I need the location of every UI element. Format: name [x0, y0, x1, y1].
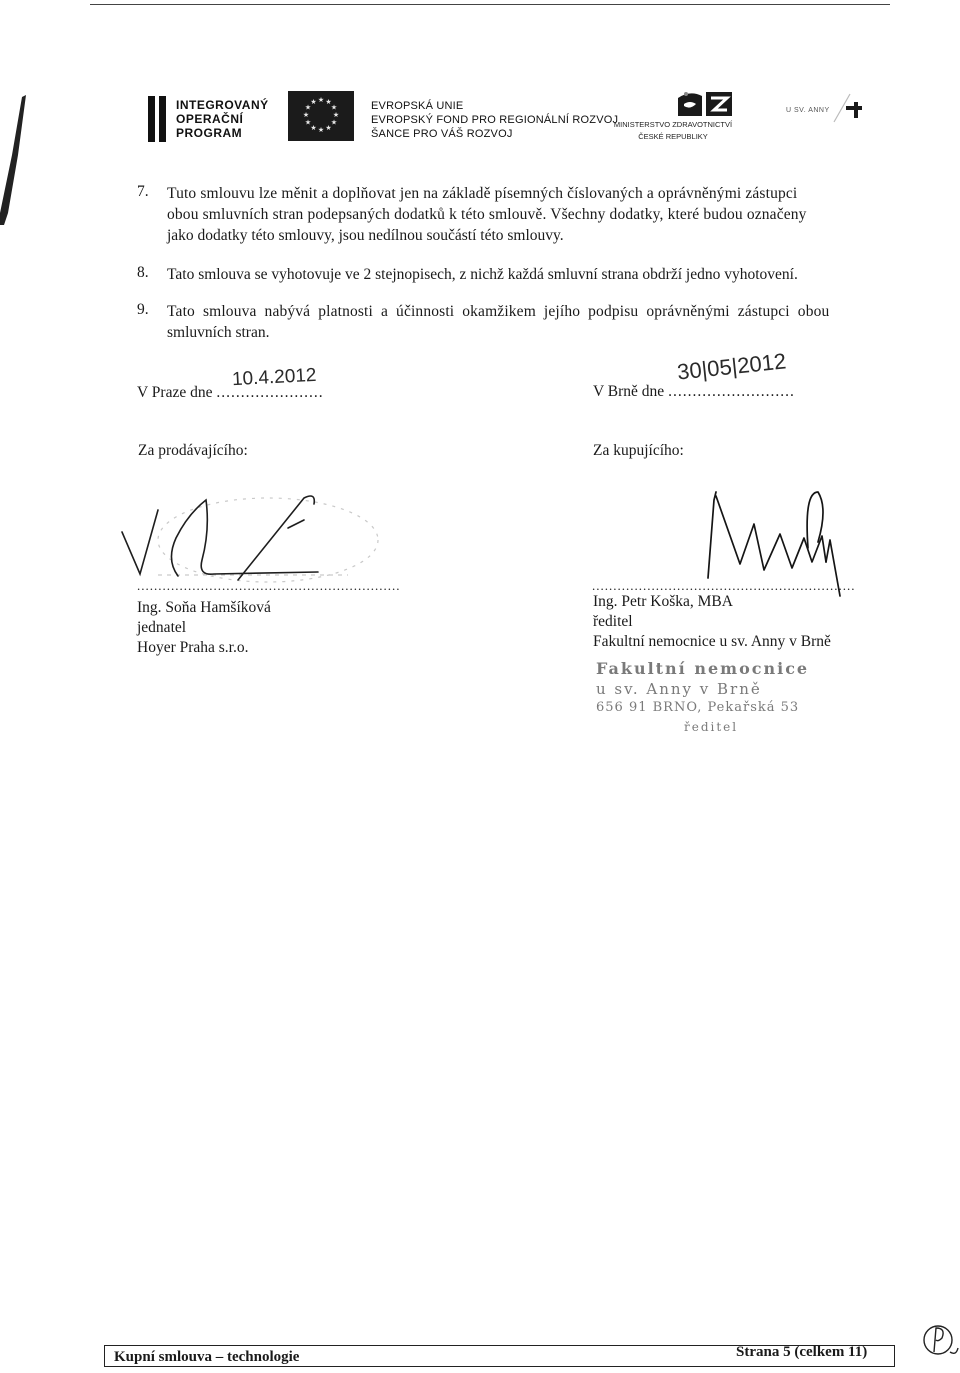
iop-line-3: PROGRAM [176, 126, 243, 140]
svg-text:★: ★ [325, 98, 332, 106]
svg-text:★: ★ [304, 118, 312, 127]
brno-date-handwritten: 30|05|2012 [675, 348, 788, 385]
buyer-signature-block [593, 592, 831, 652]
scan-edge-line [90, 4, 890, 5]
prague-date-label: V Praze dne [137, 384, 213, 401]
scan-artifact-mark [0, 95, 30, 225]
svg-text:★: ★ [332, 111, 340, 119]
svg-text:★: ★ [310, 124, 317, 132]
brno-date-dots: .......................... [668, 383, 795, 400]
page-initials-mark [920, 1318, 960, 1362]
clause-7-line-1: Tuto smlouvu lze měnit a doplňovat jen na základě písemných číslovaných a oprávněnými zástupci [167, 185, 798, 202]
buyer-company: Fakultní nemocnice u sv. Anny v Brně [593, 633, 831, 650]
clause-7-number: 7. [137, 183, 149, 200]
svg-text:★: ★ [302, 111, 310, 119]
clause-7-line-3: jako dodatky této smlouvy, jsou nedílnou součástí této smlouvy. [167, 227, 564, 244]
svg-text:★: ★ [317, 126, 325, 134]
buyer-name: Ing. Petr Koška, MBA [593, 593, 733, 610]
buyer-stamp-line-1: Fakultní nemocnice [596, 659, 810, 678]
eu-line-2: EVROPSKÝ FOND PRO REGIONÁLNÍ ROZVOJ [371, 114, 619, 126]
iop-logo-text [176, 98, 269, 140]
prague-date-dots: ...................... [216, 384, 324, 401]
eu-line-1: EVROPSKÁ UNIE [371, 100, 464, 112]
clause-8-number: 8. [137, 264, 149, 281]
hospital-logo-text: U SV. ANNY [786, 107, 830, 114]
svg-text:★: ★ [330, 118, 338, 127]
seller-label: Za prodávajícího: [138, 442, 248, 459]
brno-date [593, 383, 795, 401]
seller-signature-block [137, 598, 271, 658]
brno-date-label: V Brně dne [593, 383, 665, 400]
clause-8-text [167, 264, 887, 285]
svg-text:★: ★ [310, 98, 317, 106]
ministry-line-1: MINISTERSTVO ZDRAVOTNICTVÍ [613, 120, 733, 129]
iop-line-1: INTEGROVANÝ [176, 98, 269, 112]
buyer-stamp-line-4: ředitel [684, 720, 739, 734]
ministry-logo-icon [676, 90, 734, 120]
buyer-signature-dots: .............................................................. [592, 578, 856, 593]
prague-date-handwritten: 10.4.2012 [231, 364, 317, 391]
svg-text:★: ★ [330, 103, 338, 112]
footer-page-number: Strana 5 (celkem 11) [736, 1344, 868, 1360]
buyer-label: Za kupujícího: [593, 442, 684, 459]
clause-9-line-1: Tato smlouva nabývá platnosti a účinnosti okamžikem jejího podpisu oprávněnými zástupci obou [167, 303, 830, 320]
clause-8-line-1: Tato smlouva se vyhotovuje ve 2 stejnopisech, z nichž každá smluvní strana obdrží jedno vyhotovení. [167, 266, 798, 283]
seller-name: Ing. Soňa Hamšíková [137, 599, 271, 616]
buyer-stamp-line-3: 656 91 BRNO, Pekařská 53 [596, 700, 800, 715]
svg-text:★: ★ [304, 103, 312, 112]
clause-9-number: 9. [137, 301, 149, 318]
clause-7-text [167, 183, 887, 246]
buyer-role: ředitel [593, 613, 633, 630]
clause-7-line-2: obou smluvních stran podepsaných dodatků k této smlouvě. Všechny dodatky, které budou označeny [167, 206, 807, 223]
iop-logo-bars [148, 96, 168, 142]
footer-document-title: Kupní smlouva – technologie [114, 1349, 300, 1365]
seller-signature-dots: .............................................................. [137, 578, 401, 593]
svg-text:★: ★ [317, 96, 325, 104]
seller-role: jednatel [137, 619, 187, 636]
eu-logo-text [371, 99, 618, 141]
buyer-stamp-line-2: u sv. Anny v Brně [596, 680, 762, 698]
eu-line-3: ŠANCE PRO VÁŠ ROZVOJ [371, 128, 513, 140]
svg-text:★: ★ [325, 124, 332, 132]
clause-9-line-2: smluvních stran. [167, 324, 270, 341]
ministry-line-2: ČESKÉ REPUBLIKY [638, 132, 708, 141]
iop-line-2: OPERAČNÍ [176, 112, 244, 126]
ministry-logo-text [613, 119, 733, 143]
eu-flag-icon [288, 91, 354, 141]
seller-company: Hoyer Praha s.r.o. [137, 639, 249, 656]
clause-9-text [167, 301, 887, 343]
